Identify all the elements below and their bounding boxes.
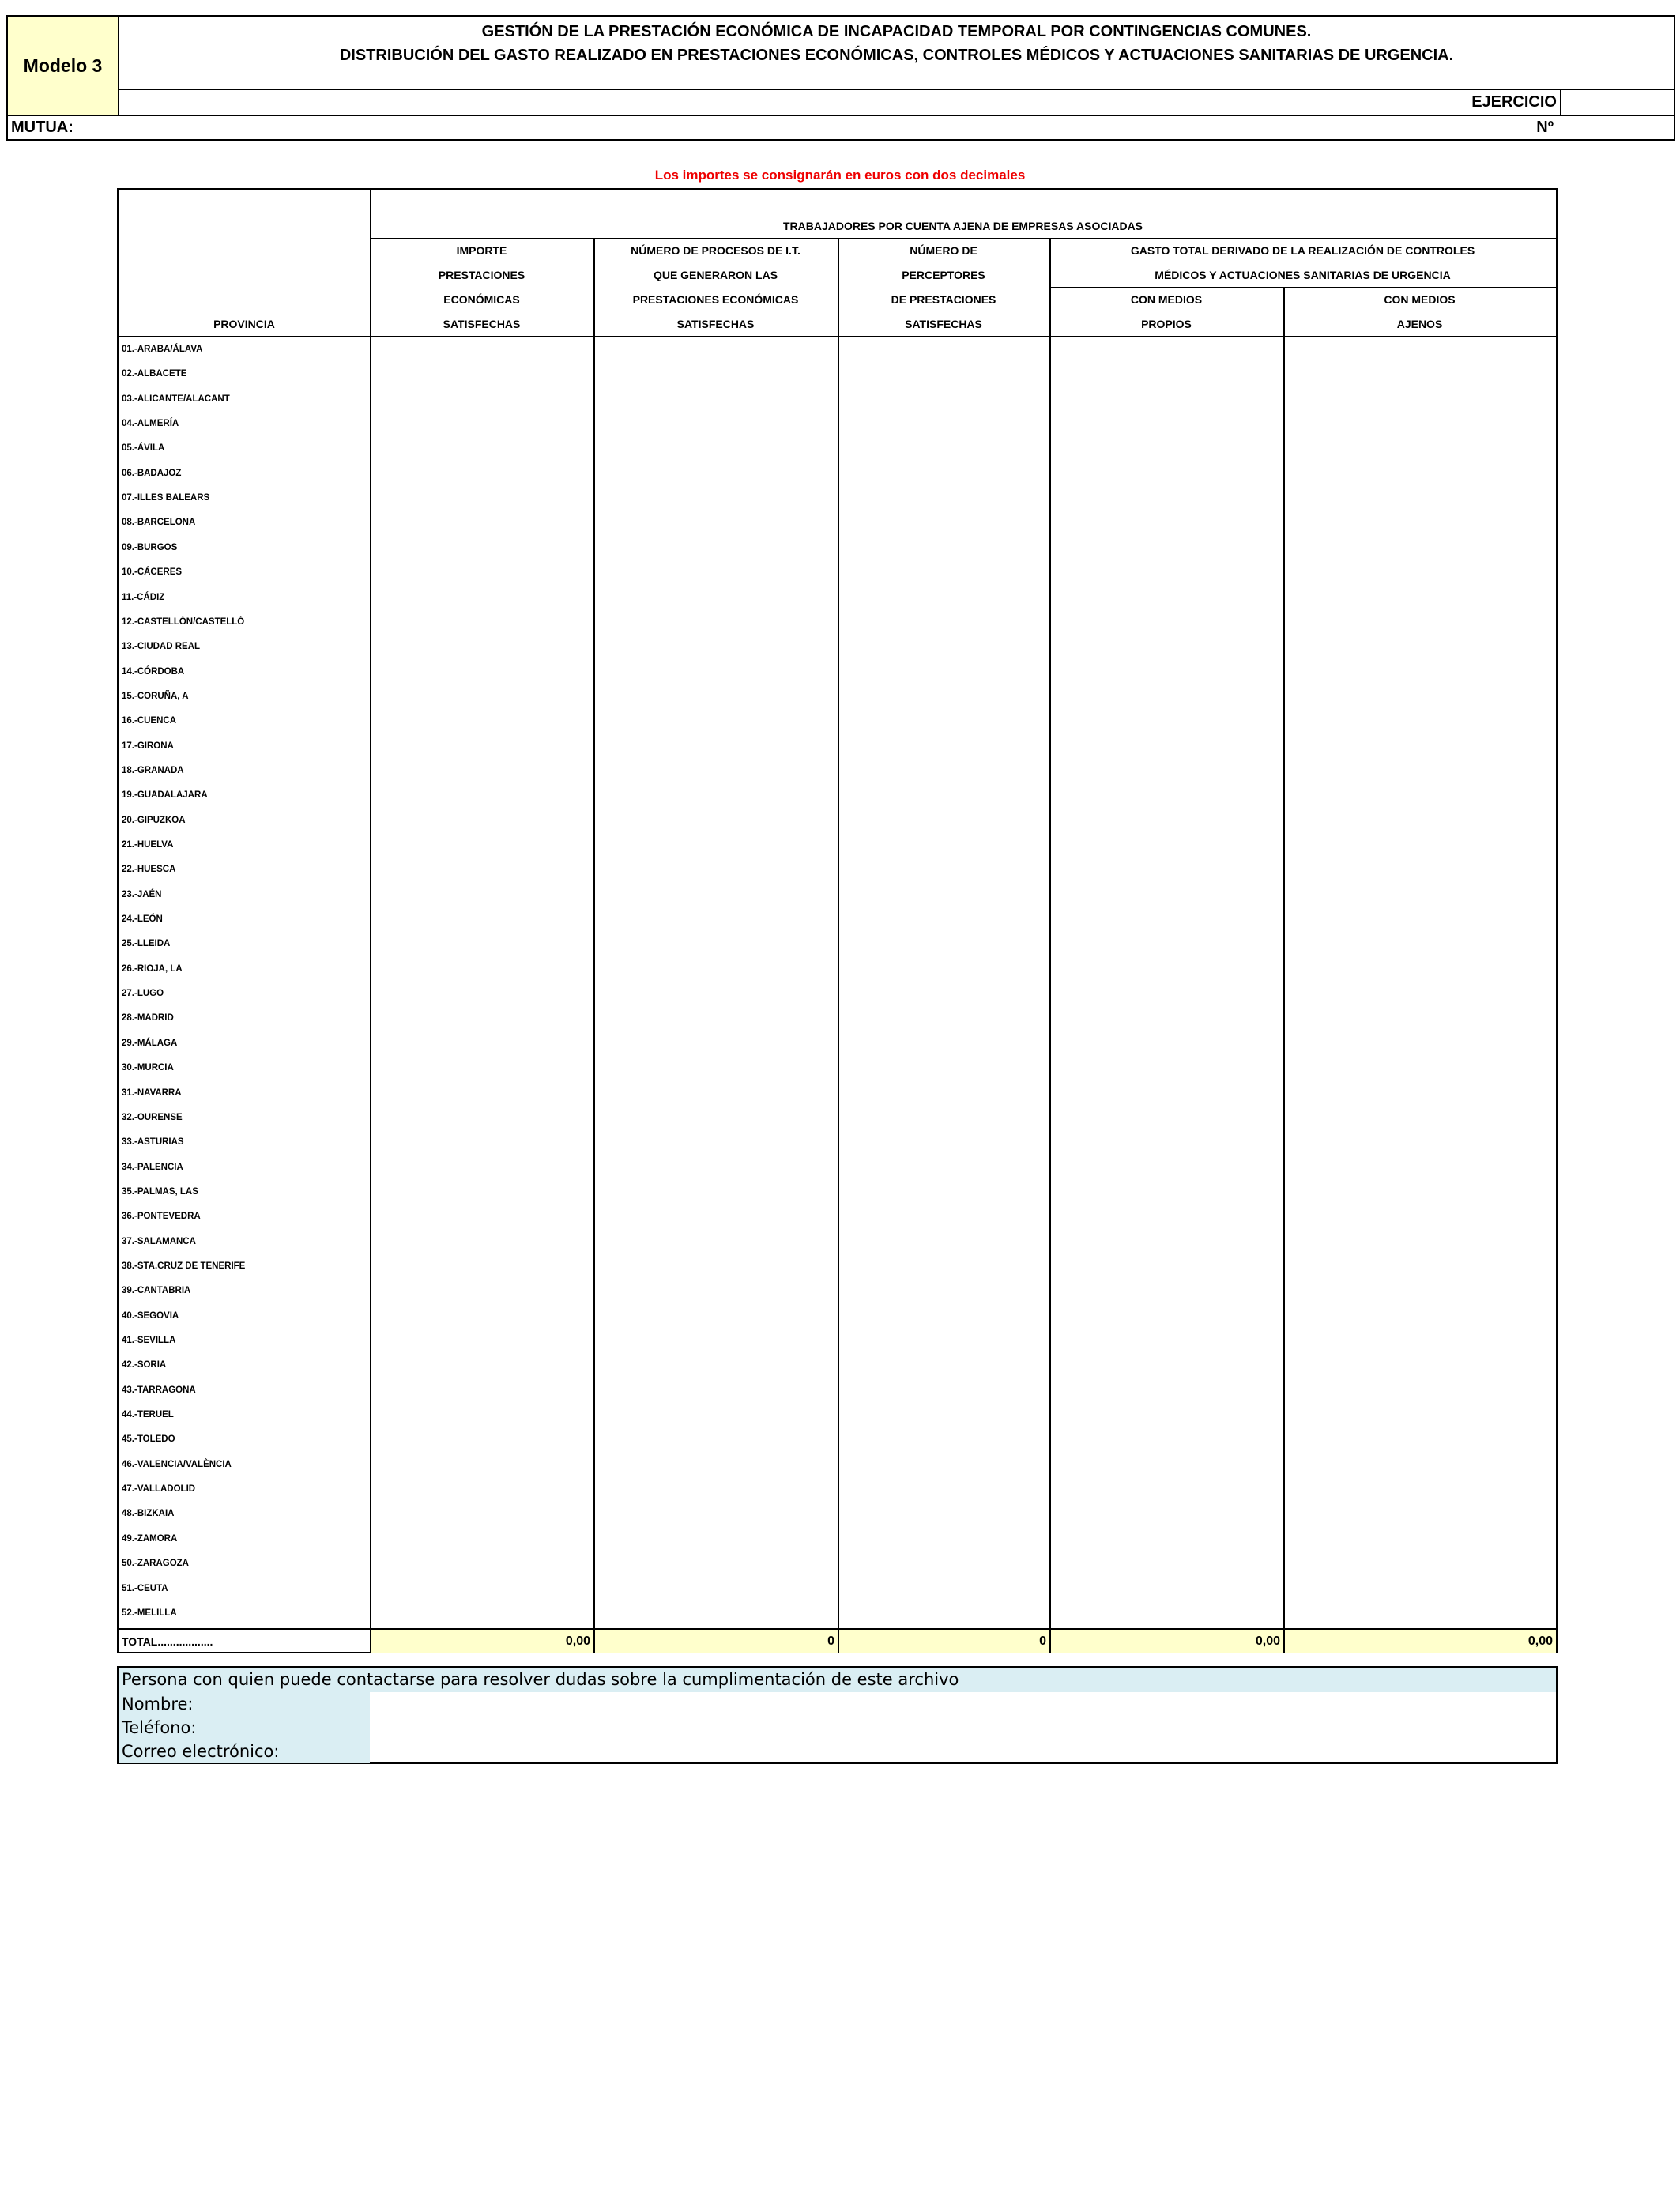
importe-header-2: PRESTACIONES <box>438 269 525 281</box>
provincia-header: PROVINCIA <box>213 318 275 330</box>
province-row: 12.-CASTELLÓN/CASTELLÓ <box>122 616 245 627</box>
province-row: 43.-TARRAGONA <box>122 1385 196 1395</box>
province-row: 39.-CANTABRIA <box>122 1286 191 1296</box>
province-row: 10.-CÁCERES <box>122 567 183 578</box>
province-row: 31.-NAVARRA <box>122 1088 182 1098</box>
province-row: 04.-ALMERÍA <box>122 419 179 429</box>
province-row: 15.-CORUÑA, A <box>122 691 189 701</box>
total-propios[interactable]: 0,00 <box>1051 1630 1283 1653</box>
nombre-input[interactable] <box>370 1692 1556 1716</box>
province-row: 45.-TOLEDO <box>122 1434 175 1445</box>
province-row: 30.-MURCIA <box>122 1063 174 1073</box>
province-row: 17.-GIRONA <box>122 741 174 751</box>
province-row: 11.-CÁDIZ <box>122 592 165 602</box>
province-row: 42.-SORIA <box>122 1360 167 1370</box>
mutua-row[interactable] <box>8 115 1674 139</box>
column-divider <box>838 239 839 1652</box>
province-row: 46.-VALENCIA/VALÈNCIA <box>122 1459 232 1469</box>
province-row: 35.-PALMAS, LAS <box>122 1186 198 1197</box>
ajenos-header-1: CON MEDIOS <box>1384 293 1456 306</box>
province-row: 37.-SALAMANCA <box>122 1236 196 1246</box>
model-label: Modelo 3 <box>8 17 119 115</box>
perceptores-header-1: NÚMERO DE <box>910 244 977 257</box>
province-row: 51.-CEUTA <box>122 1583 168 1593</box>
province-row: 02.-ALBACETE <box>122 369 187 379</box>
ejercicio-row <box>119 90 1674 115</box>
numero-label: Nº <box>1536 119 1554 136</box>
province-row: 03.-ALICANTE/ALACANT <box>122 394 230 404</box>
province-row: 06.-BADAJOZ <box>122 468 182 478</box>
contact-title: Persona con quien puede contactarse para resolver dudas sobre la cumplimentación de este archivo <box>119 1668 1556 1692</box>
province-row: 08.-BARCELONA <box>122 518 196 528</box>
province-row: 05.-ÁVILA <box>122 443 165 454</box>
procesos-header-1: NÚMERO DE PROCESOS DE I.T. <box>631 244 800 257</box>
importe-header-3: ECONÓMICAS <box>443 293 520 306</box>
ejercicio-input[interactable] <box>1560 90 1674 115</box>
province-row: 07.-ILLES BALEARS <box>122 493 210 503</box>
province-row: 50.-ZARAGOZA <box>122 1559 189 1569</box>
province-row: 24.-LEÓN <box>122 914 163 925</box>
province-row: 47.-VALLADOLID <box>122 1484 196 1495</box>
province-row: 44.-TERUEL <box>122 1410 174 1420</box>
province-row: 21.-HUELVA <box>122 840 174 850</box>
gasto-header-2: MÉDICOS Y ACTUACIONES SANITARIAS DE URGENCIA <box>1155 269 1451 281</box>
total-label: TOTAL.................. <box>122 1635 213 1648</box>
form-title <box>119 17 1674 90</box>
ejercicio-label: EJERCICIO <box>1471 93 1557 111</box>
province-row: 33.-ASTURIAS <box>122 1137 184 1148</box>
province-row: 41.-SEVILLA <box>122 1336 176 1345</box>
total-importe[interactable]: 0,00 <box>371 1630 593 1653</box>
procesos-header-2: QUE GENERARON LAS <box>653 269 778 281</box>
propios-header-2: PROPIOS <box>1141 318 1192 330</box>
province-row: 36.-PONTEVEDRA <box>122 1212 201 1222</box>
perceptores-header-2: PERCEPTORES <box>902 269 985 281</box>
province-row: 38.-STA.CRUZ DE TENERIFE <box>122 1261 246 1271</box>
procesos-header-4: SATISFECHAS <box>676 318 755 330</box>
mutua-label: MUTUA: <box>11 119 73 136</box>
province-row: 28.-MADRID <box>122 1013 174 1023</box>
ajenos-header-2: AJENOS <box>1396 318 1443 330</box>
province-row: 22.-HUESCA <box>122 865 176 875</box>
province-row: 27.-LUGO <box>122 989 164 999</box>
total-procesos[interactable]: 0 <box>595 1630 838 1653</box>
province-row: 34.-PALENCIA <box>122 1162 183 1172</box>
procesos-header-3: PRESTACIONES ECONÓMICAS <box>632 293 799 306</box>
importe-header-4: SATISFECHAS <box>443 318 521 330</box>
column-divider <box>593 239 595 1652</box>
province-row: 01.-ARABA/ÁLAVA <box>122 345 203 354</box>
province-row: 48.-BIZKAIA <box>122 1509 175 1519</box>
province-row: 09.-BURGOS <box>122 542 178 552</box>
perceptores-header-4: SATISFECHAS <box>905 318 982 330</box>
province-row: 23.-JAÉN <box>122 889 162 899</box>
title-line-2: DISTRIBUCIÓN DEL GASTO REALIZADO EN PRESTACIONES ECONÓMICAS, CONTROLES MÉDICOS Y ACTUACIONES SANITARIAS DE URGENCIA. <box>339 47 1454 64</box>
importe-header-1: IMPORTE <box>456 244 507 257</box>
province-row: 18.-GRANADA <box>122 765 184 775</box>
correo-label: Correo electrónico: <box>119 1740 370 1763</box>
province-row: 13.-CIUDAD REAL <box>122 642 201 652</box>
currency-note: Los importes se consignarán en euros con dos decimales <box>654 168 1026 183</box>
column-divider <box>1283 288 1285 1652</box>
province-row: 29.-MÁLAGA <box>122 1038 178 1048</box>
province-row: 40.-SEGOVIA <box>122 1310 179 1321</box>
province-row: 20.-GIPUZKOA <box>122 815 186 825</box>
correo-input[interactable] <box>370 1740 1556 1763</box>
expense-table <box>117 188 1558 1653</box>
province-row: 52.-MELILLA <box>122 1608 177 1618</box>
province-row: 49.-ZAMORA <box>122 1533 178 1544</box>
form-header <box>6 15 1675 141</box>
province-row: 16.-CUENCA <box>122 716 177 726</box>
province-row: 14.-CÓRDOBA <box>122 666 185 677</box>
province-row: 26.-RIOJA, LA <box>122 963 183 974</box>
group-header: TRABAJADORES POR CUENTA AJENA DE EMPRESAS ASOCIADAS <box>782 220 1143 232</box>
column-divider <box>1049 239 1051 1652</box>
contact-box <box>117 1666 1558 1764</box>
title-line-1: GESTIÓN DE LA PRESTACIÓN ECONÓMICA DE INCAPACIDAD TEMPORAL POR CONTINGENCIAS COMUNES. <box>481 23 1312 40</box>
nombre-label: Nombre: <box>119 1692 370 1716</box>
telefono-input[interactable] <box>370 1716 1556 1740</box>
province-row: 25.-LLEIDA <box>122 939 171 949</box>
total-ajenos[interactable]: 0,00 <box>1285 1630 1556 1653</box>
telefono-label: Teléfono: <box>119 1716 370 1740</box>
gasto-header-1: GASTO TOTAL DERIVADO DE LA REALIZACIÓN DE CONTROLES <box>1130 244 1475 257</box>
propios-header-1: CON MEDIOS <box>1130 293 1203 306</box>
column-divider <box>370 190 371 1652</box>
province-row: 19.-GUADALAJARA <box>122 790 208 801</box>
perceptores-header-3: DE PRESTACIONES <box>891 293 996 306</box>
total-perceptores[interactable]: 0 <box>839 1630 1049 1653</box>
province-row: 32.-OURENSE <box>122 1112 183 1122</box>
